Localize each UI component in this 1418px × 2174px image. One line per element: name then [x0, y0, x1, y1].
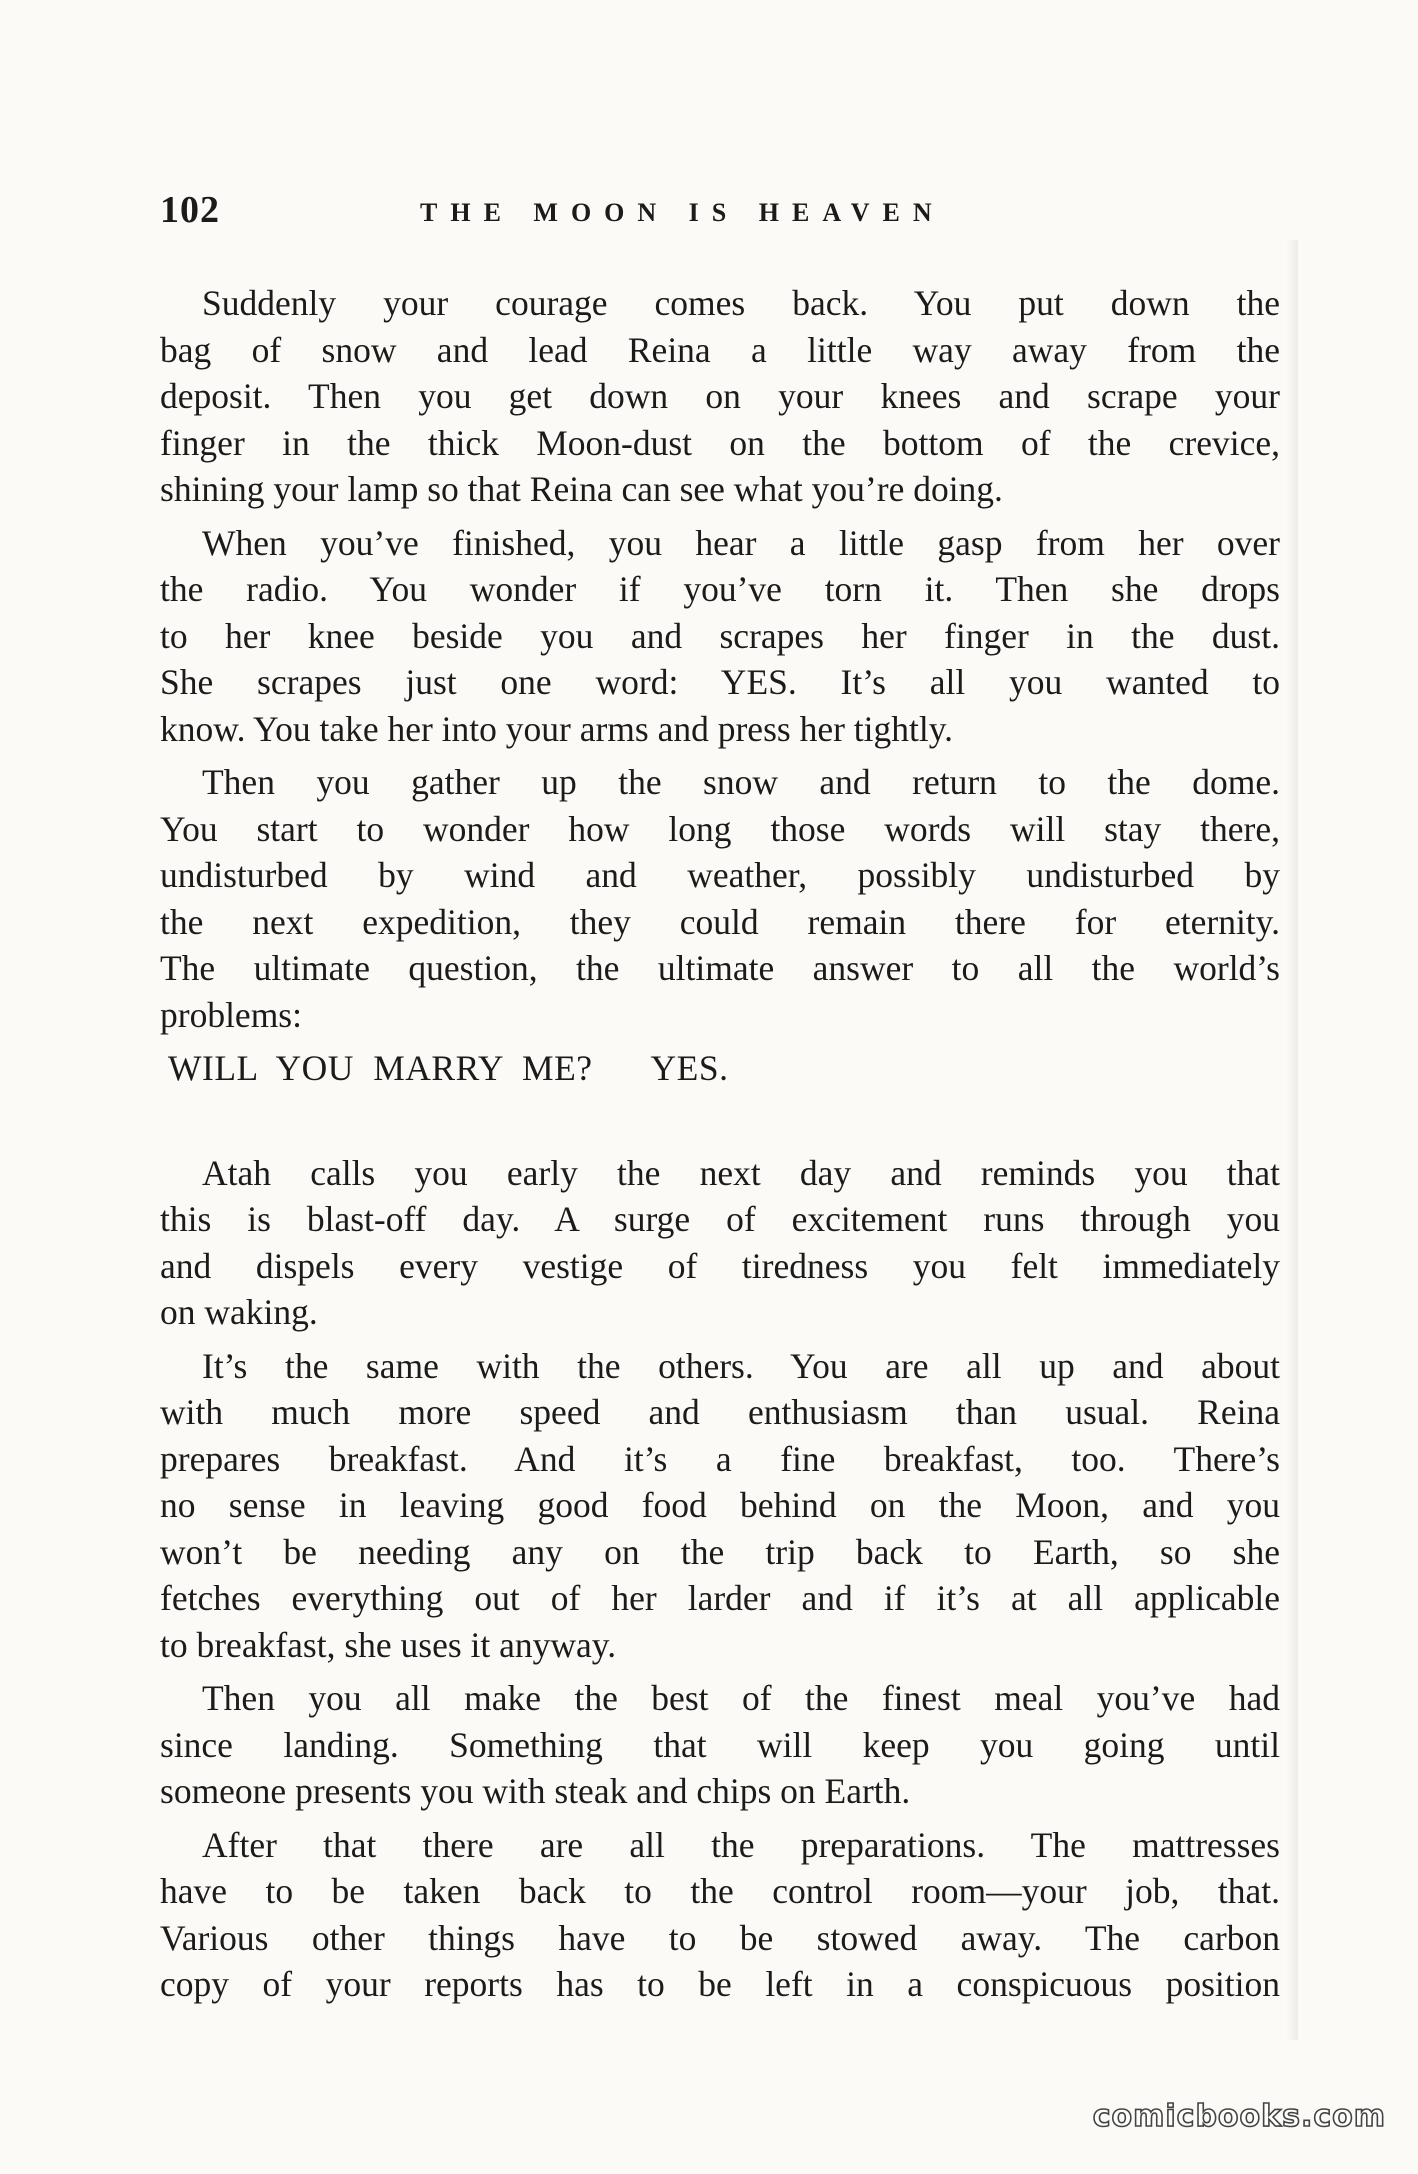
text-line: with much more speed and enthusiasm than usual. Reina: [160, 1392, 1280, 1432]
text-line: Then you gather up the snow and return to the dome.: [202, 762, 1280, 802]
text-line: undisturbed by wind and weather, possibly undisturbed by: [160, 855, 1280, 895]
text-line: bag of snow and lead Reina a little way away from the: [160, 329, 1280, 370]
paragraph: [160, 1675, 1280, 1815]
proposal-question: WILL YOU MARRY ME?: [168, 1048, 593, 1088]
text-line: someone presents you with steak and chips on Earth.: [160, 1771, 911, 1811]
text-line: Various other things have to be stowed away. The carbon: [160, 1917, 1280, 1958]
page-number: 102: [160, 189, 220, 231]
paragraph: [160, 759, 1280, 1038]
text-line: Suddenly your courage comes back. You put down the: [202, 283, 1280, 323]
paragraph: [160, 520, 1280, 753]
running-title: THE MOON IS HEAVEN: [420, 198, 945, 227]
text-line: deposit. Then you get down on your knees and scrape your: [160, 376, 1280, 416]
text-line: won’t be needing any on the trip back to Earth, so she: [160, 1531, 1280, 1572]
text-line: this is blast-off day. A surge of excitement runs through you: [160, 1199, 1280, 1239]
text-line: prepares breakfast. And it’s a fine breakfast, too. There’s: [160, 1438, 1280, 1479]
text-line: When you’ve finished, you hear a little gasp from her over: [202, 522, 1280, 563]
paragraph: [160, 1150, 1280, 1336]
text-line: know. You take her into your arms and press her tightly.: [160, 708, 954, 749]
text-line: Then you all make the best of the finest meal you’ve had: [202, 1678, 1280, 1718]
text-line: to her knee beside you and scrapes her finger in the dust.: [160, 615, 1280, 656]
text-line: no sense in leaving good food behind on the Moon, and you: [160, 1485, 1280, 1525]
text-line: The ultimate question, the ultimate answer to all the world’s: [160, 948, 1280, 988]
text-line: fetches everything out of her larder and if it’s at all applicable: [160, 1578, 1280, 1618]
text-line: She scrapes just one word: YES. It’s all you wanted to: [160, 662, 1280, 702]
section-break: [160, 1092, 1280, 1150]
text-line: the radio. You wonder if you’ve torn it. Then she drops: [160, 569, 1280, 609]
text-line: copy of your reports has to be left in a conspicuous position: [160, 1964, 1280, 2004]
watermark-logo: comicbooks.com: [1092, 2099, 1386, 2134]
text-line: You start to wonder how long those words will stay there,: [160, 808, 1280, 849]
text-line: Atah calls you early the next day and reminds you that: [202, 1152, 1280, 1193]
text-line: since landing. Something that will keep you going until: [160, 1724, 1280, 1765]
page-edge-shadow: [1286, 240, 1298, 2040]
text-line: finger in the thick Moon-dust on the bottom of the crevice,: [160, 422, 1280, 463]
page-header: [160, 188, 1280, 248]
text-line: to breakfast, she uses it anyway.: [160, 1624, 617, 1665]
paragraph: [160, 1343, 1280, 1669]
text-line: It’s the same with the others. You are all up and about: [202, 1345, 1280, 1386]
text-line: and dispels every vestige of tiredness you felt immediately: [160, 1245, 1280, 1286]
paragraph: [160, 280, 1280, 513]
text-line: the next expedition, they could remain there for eternity.: [160, 901, 1280, 942]
text-line: After that there are all the preparations. The mattresses: [202, 1824, 1280, 1865]
text-line: shining your lamp so that Reina can see what you’re doing.: [160, 469, 1003, 509]
proposal-line: [160, 1045, 1280, 1092]
text-line: problems:: [160, 994, 302, 1035]
proposal-answer: YES.: [650, 1048, 729, 1088]
text-line: have to be taken back to the control room—your job, that.: [160, 1871, 1280, 1911]
paragraph: [160, 1822, 1280, 2008]
text-line: on waking.: [160, 1292, 318, 1332]
body-text: [160, 280, 1280, 2015]
